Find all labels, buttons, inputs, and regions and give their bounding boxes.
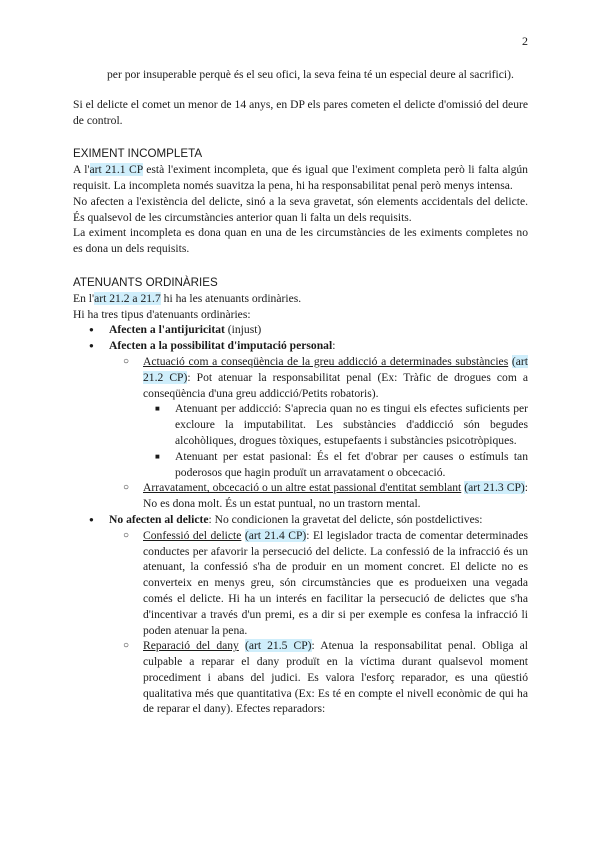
list-item: ● Afecten a l'antijuricitat (injust) (109, 322, 528, 338)
document-body (73, 67, 528, 717)
list-item: ● Afecten a la possibilitat d'imputació personal: ○ Actuació com a conseqüència de la greu addicció a determinades substàncies (art 21.2 CP): Pot atenuar la responsabilitat penal (Ex: Tràfic de drogues com a conseqüència d'una greu addicció/Petits robatoris). ■ Atenuant per addicció: S'aprecia quan no es tingui els efectes suficients per excloure la imputabilitat. Les substàncies d'addicció són begudes alcohòliques, drogues tòxiques, estupefaents i substàncies psicotròpiques. ■ Atenuant per estat pasional: És el fet d'obrar per causes o estímuls tan poderosos que hagin produït un arravatament o obcecació. ○ Arravatament, obcecació o un altre estat passional d'entitat semblant (art 21.3 CP): No es dona molt. És un estat puntual, no un trastorn mental. (109, 338, 528, 512)
article-reference: (art 21.4 CP) (244, 528, 307, 542)
sub-list-item: ○ Confessió del delicte (art 21.4 CP): El legislador tracta de comentar determinades conductes per afavorir la persecució del delicte. La confessió de la infracció és un atenuant, la confessió s'ha de produir en un moment concret. El delicte no es converteix en menys greu, són circumstàncies que es produeixen una vegada comés el delicte. Hi ha un interés en facilitar la persecució de delictes que s'ha d'incentivar a través d'un premi, es a dir si per exemple es confesa la infracció li poden atenuar la pena. (143, 528, 528, 639)
atenuants-list (73, 322, 528, 717)
atenuants-paragraph-1: En l'art 21.2 a 21.7 hi ha les atenuants ordinàries. (73, 291, 302, 305)
article-reference: art 21.1 CP (89, 163, 143, 177)
eximent-paragraph-3: La eximent incompleta es dona quan en una de les circumstàncies de les eximents completes no es dona un dels requisits. (73, 226, 528, 256)
article-reference: (art 21.5 CP) (244, 639, 312, 653)
sub-sub-list (143, 401, 528, 480)
section-title-eximent-incompleta: EXIMENT INCOMPLETA (73, 147, 203, 161)
sub-list (109, 528, 528, 718)
eximent-paragraph-2: No afecten a l'existència del delicte, sinó a la seva gravetat, són elements accidentals del delicte. És qualsevol de les circumstàncies anterior quan li falta un dels requisits. (73, 194, 528, 224)
section-title-atenuants-ordinaries: ATENUANTS ORDINÀRIES (73, 275, 218, 289)
article-reference: (art 21.3 CP) (464, 481, 525, 495)
sub-list-item: ○ Arravatament, obcecació o un altre estat passional d'entitat semblant (art 21.3 CP): No es dona molt. És un estat puntual, no un trastorn mental. (143, 480, 528, 512)
atenuants-paragraph-2: Hi ha tres tipus d'atenuants ordinàries: (73, 307, 251, 321)
article-reference: (art 21.2 CP) (143, 354, 528, 384)
sub-list (109, 354, 528, 512)
sub-sub-list-item: ■ Atenuant per addicció: S'aprecia quan no es tingui els efectes suficients per excloure la imputabilitat. Les substàncies d'addicció són begudes alcohòliques, drogues tòxiques, estupefaents i substàncies psicotròpiques. (175, 401, 528, 448)
article-reference: art 21.2 a 21.7 (94, 291, 161, 305)
minor-paragraph: Si el delicte el comet un menor de 14 anys, en DP els pares cometen el delicte d'omissió del deure de control. (73, 97, 528, 127)
page-number: 2 (522, 34, 528, 48)
intro-continuation: per por insuperable perquè és el seu ofici, la seva feina té un especial deure al sacrifici). (107, 68, 514, 81)
eximent-paragraph-1: A l'art 21.1 CP està l'eximent incompleta, que és igual que l'eximent completa però li falta algún requisit. La incompleta només suavitza la pena, hi ha responsabilitat penal però menys intensa. (73, 163, 528, 192)
sub-sub-list-item: ■ Atenuant per estat pasional: És el fet d'obrar per causes o estímuls tan poderosos que hagin produït un arravatament o obcecació. (175, 449, 528, 481)
sub-list-item: ○ Actuació com a conseqüència de la greu addicció a determinades substàncies (art 21.2 CP): Pot atenuar la responsabilitat penal (Ex: Tràfic de drogues com a conseqüència d'una greu addicció/Petits robatoris). ■ Atenuant per addicció: S'aprecia quan no es tingui els efectes suficients per excloure la imputabilitat. Les substàncies d'addicció són begudes alcohòliques, drogues tòxiques, estupefaents i substàncies psicotròpiques. ■ Atenuant per estat pasional: És el fet d'obrar per causes o estímuls tan poderosos que hagin produït un arravatament o obcecació. (143, 354, 528, 480)
sub-list-item: ○ Reparació del dany (art 21.5 CP): Atenua la responsabilitat penal. Obliga al culpable a reparar el dany produït en la víctima durant qualsevol moment procediment i abans del judici. Es valora l'esforç reparador, es una qüestió qualitativa més que quantitativa (Ex: Es té en compte el nivell econòmic de qui ha de reparar el dany). Efectes reparadors: (143, 638, 528, 717)
list-item: ● No afecten al delicte: No condicionen la gravetat del delicte, són postdelictives: ○ Confessió del delicte (art 21.4 CP): El legislador tracta de comentar determinades conductes per afavorir la persecució del delicte. La confessió de la infracció és un atenuant, la confessió s'ha de produir en un moment concret. El delicte no es converteix en menys greu, són circumstàncies que es produeixen una vegada comés el delicte. Hi ha un interés en facilitar la persecució de delictes que s'ha d'incentivar a través d'un premi, es a dir si per exemple es confesa la infracció li poden atenuar la pena. ○ Reparació del dany (art 21.5 CP): Atenua la responsabilitat penal. Obliga al culpable a reparar el dany produït en la víctima durant qualsevol moment procediment i abans del judici. Es valora l'esforç reparador, es una qüestió qualitativa més que quantitativa (Ex: Es té en compte el nivell econòmic de qui ha de reparar el dany). Efectes reparadors: (109, 512, 528, 717)
